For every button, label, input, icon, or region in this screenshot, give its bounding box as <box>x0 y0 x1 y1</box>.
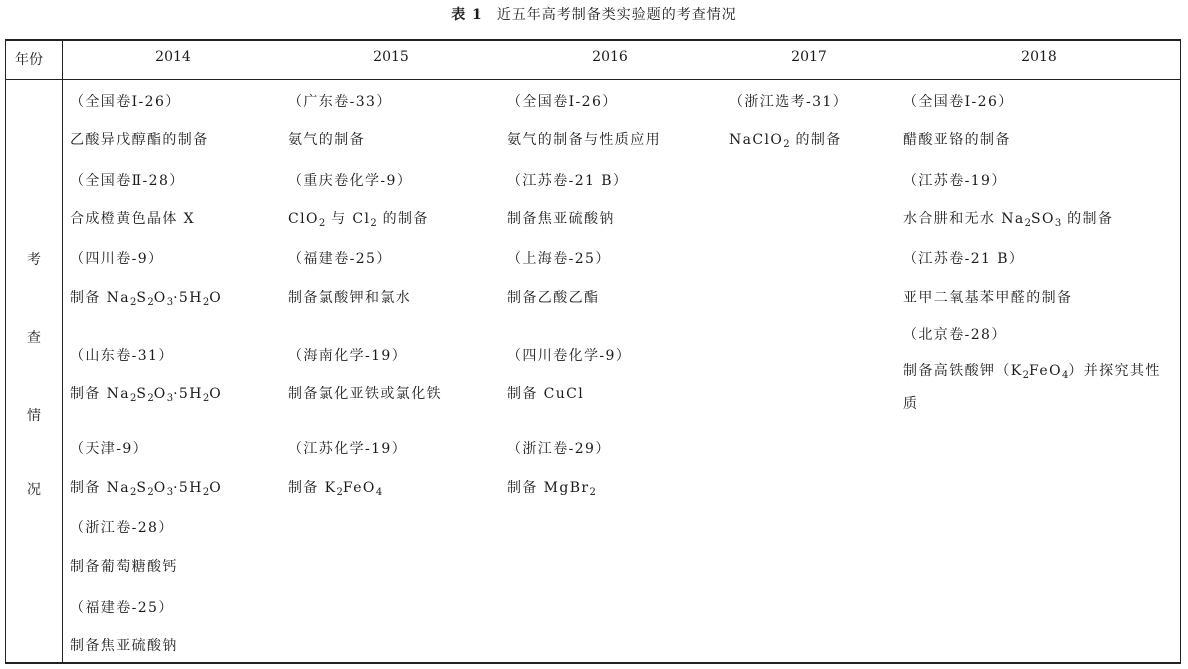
entry-source: （福建卷-25） <box>288 251 392 267</box>
entry-source: （江苏卷-21 B） <box>903 251 1025 267</box>
entry-text: 醋酸亚铬的制备 <box>903 132 1011 148</box>
entry-text: 制备 $K_2FeO_4$ <box>288 480 383 498</box>
entry-text: 氨气的制备与性质应用 <box>507 132 661 148</box>
header-year-label: 年份 <box>15 52 43 68</box>
entry-source: （广东卷-33） <box>288 94 392 110</box>
data-table <box>5 39 1181 664</box>
entry-text: 制备乙酸乙酯 <box>507 290 600 306</box>
entry-source: （海南化学-19） <box>288 348 408 364</box>
row-label-char: 况 <box>27 482 41 498</box>
entry-source: （全国卷Ⅰ-26） <box>70 94 181 110</box>
entry-source: （全国卷Ⅰ-26） <box>903 94 1014 110</box>
header-year-2016: 2016 <box>592 49 628 65</box>
entry-source: （天津-9） <box>70 441 149 457</box>
entry-text: 制备 CuCl <box>507 386 585 402</box>
entry-text: 制备 $Na_2S_2O_3\cdot 5H_2O$ <box>70 480 223 498</box>
caption-label: 表 1 <box>451 7 483 23</box>
entry-source: （江苏卷-21 B） <box>507 173 629 189</box>
row-label-char: 查 <box>27 330 41 346</box>
entry-source: （四川卷-9） <box>70 251 164 267</box>
entry-source: （重庆卷化学-9） <box>288 173 413 189</box>
entry-source: （上海卷-25） <box>507 251 611 267</box>
table-caption <box>0 4 1188 24</box>
entry-source: （江苏卷-19） <box>903 173 1007 189</box>
entry-text: 制备葡萄糖酸钙 <box>70 559 178 575</box>
header-year-2018: 2018 <box>1021 49 1057 65</box>
entry-source: （山东卷-31） <box>70 348 174 364</box>
entry-source: （浙江卷-29） <box>507 441 611 457</box>
entry-text: 合成橙黄色晶体 X <box>70 211 196 227</box>
row-label-char: 考 <box>27 252 41 268</box>
entry-source: （四川卷化学-9） <box>507 348 632 364</box>
entry-text: NaClO$_2$ 的制备 <box>729 132 842 150</box>
entry-source: （全国卷Ⅰ-26） <box>507 94 618 110</box>
header-year-2017: 2017 <box>791 49 827 65</box>
header-year-2014: 2014 <box>155 49 191 65</box>
entry-source: （福建卷-25） <box>70 600 174 616</box>
entry-source: （北京卷-28） <box>903 327 1007 343</box>
entry-text: 乙酸异戊醇酯的制备 <box>70 132 209 148</box>
entry-text: 亚甲二氧基苯甲醛的制备 <box>903 290 1073 306</box>
header-year-2015: 2015 <box>373 49 409 65</box>
entry-text: 水合肼和无水 $Na_2SO_3$ 的制备 <box>903 211 1114 229</box>
entry-text: 制备高铁酸钾$(K_2FeO_4)$并探究其性质 <box>903 363 1161 412</box>
entry-source: （浙江卷-28） <box>70 520 174 536</box>
entry-text: 制备 MgBr$_2$ <box>507 480 596 498</box>
entry-text: ClO$_2$ 与 $Cl_2$ 的制备 <box>288 211 429 229</box>
entry-text: 制备焦亚硫酸钠 <box>507 211 615 227</box>
entry-text: 制备焦亚硫酸钠 <box>70 638 178 654</box>
entry-text: 氨气的制备 <box>288 132 365 148</box>
header-divider <box>6 79 1180 80</box>
entry-source: （全国卷Ⅱ-28） <box>70 173 185 189</box>
caption-title: 近五年高考制备类实验题的考查情况 <box>496 7 737 23</box>
column-divider <box>62 41 63 662</box>
entry-text: 制备氯化亚铁或氯化铁 <box>288 386 442 402</box>
entry-text: 制备 $Na_2S_2O_3\cdot 5H_2O$ <box>70 290 223 308</box>
row-label-char: 情 <box>27 408 41 424</box>
entry-text: 制备氯酸钾和氯水 <box>288 290 412 306</box>
entry-source: （江苏化学-19） <box>288 441 408 457</box>
entry-source: （浙江选考-31） <box>729 94 849 110</box>
entry-text: 制备 $Na_2S_2O_3\cdot 5H_2O$ <box>70 386 223 404</box>
